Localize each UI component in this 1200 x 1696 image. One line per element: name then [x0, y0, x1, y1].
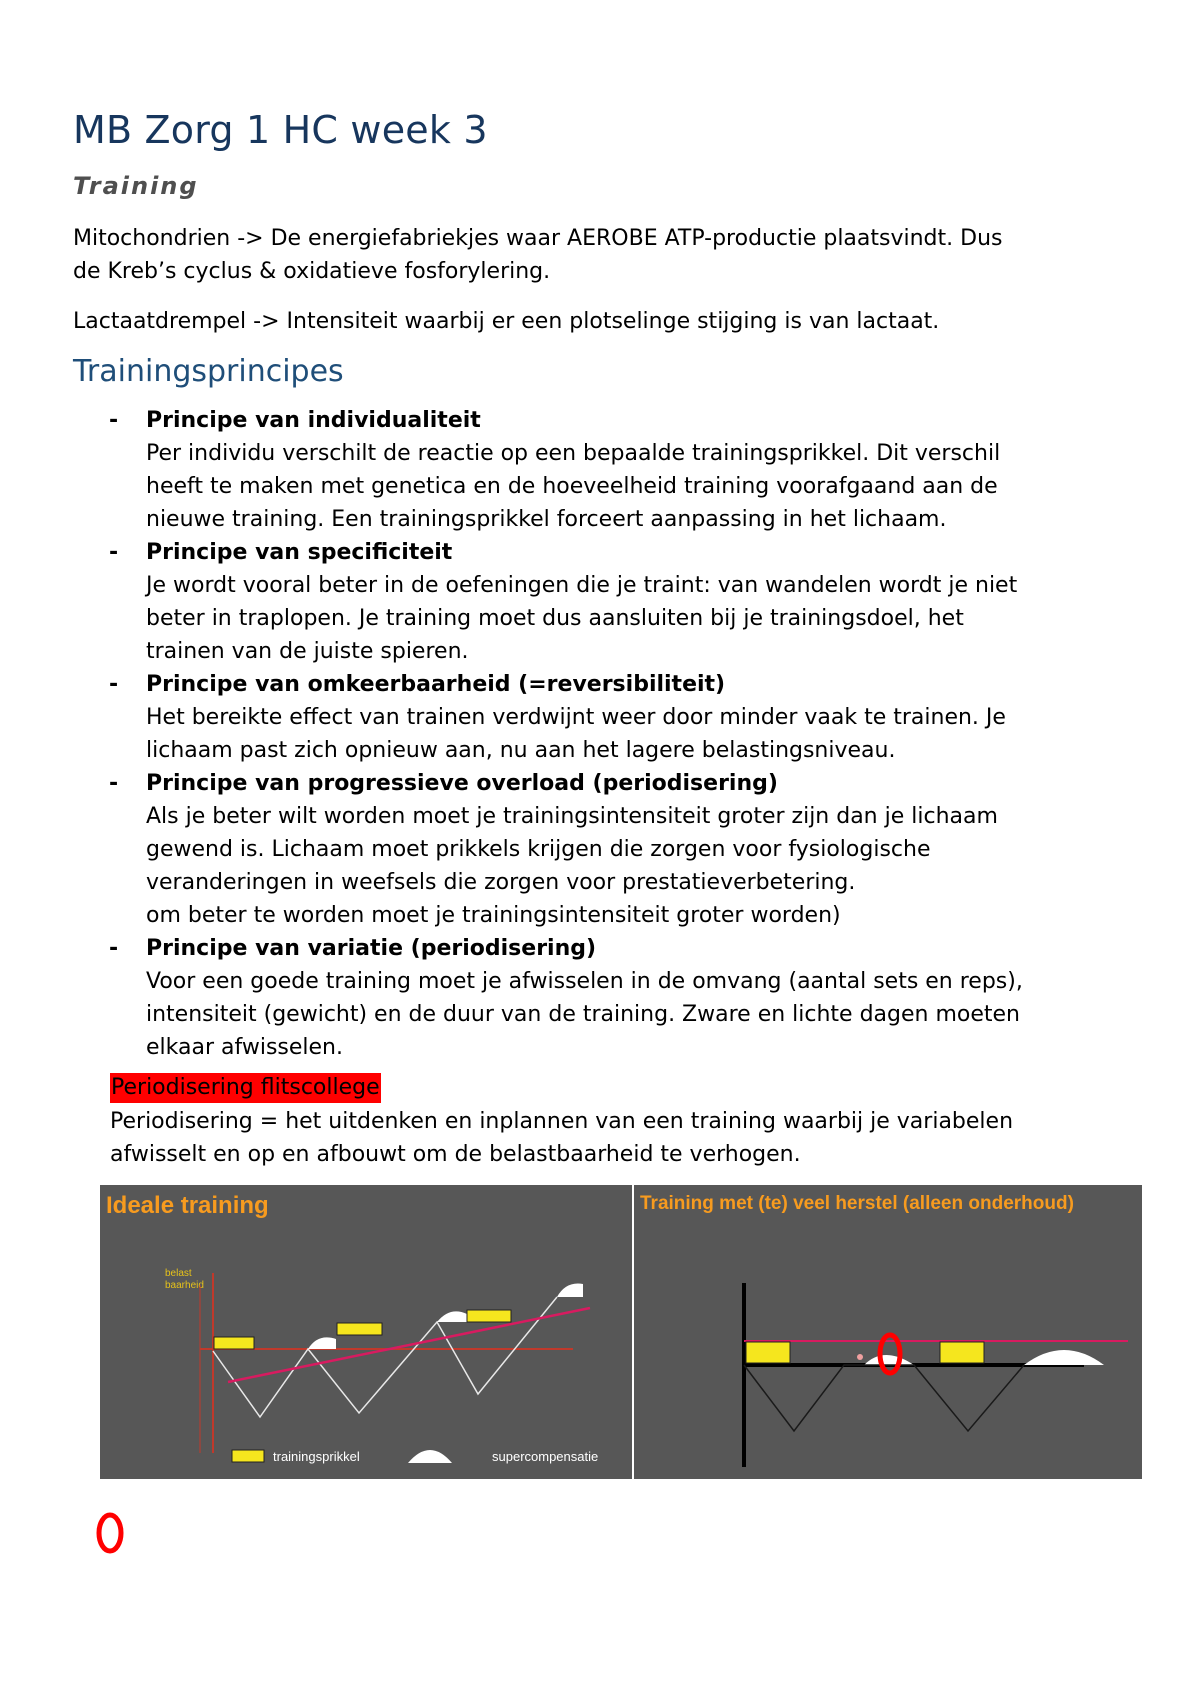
paragraph-line: Periodisering = het uitdenken en inplannen van een training waarbij je variabelen	[110, 1109, 1014, 1134]
page-subtitle: Training	[73, 172, 199, 200]
list-item	[73, 668, 1133, 767]
principle-line: heeft te maken met genetica en de hoeveelheid training voorafgaand aan de	[146, 474, 998, 499]
principle-line: om beter te worden moet je trainingsintensiteit groter worden)	[146, 903, 841, 928]
principle-line: Als je beter wilt worden moet je trainingsintensiteit groter zijn dan je lichaam	[146, 804, 998, 829]
principle-line: gewend is. Lichaam moet prikkels krijgen die zorgen voor fysiologische	[146, 837, 931, 862]
principle-line: lichaam past zich opnieuw aan, nu aan het lagere belastingsniveau.	[146, 738, 896, 763]
principle-title: Principe van individualiteit	[146, 408, 481, 433]
principle-line: beter in traplopen. Je training moet dus aansluiten bij je trainingsdoel, het	[146, 606, 964, 631]
principle-line: Per individu verschilt de reactie op een bepaalde trainingsprikkel. Dit verschil	[146, 441, 1001, 466]
figure-ideale-training-graphic	[100, 1185, 632, 1479]
legend-stimulus-swatch	[232, 1450, 264, 1462]
principle-line: Het bereikte effect van trainen verdwijnt weer door minder vaak te trainen. Je	[146, 705, 1006, 730]
figure-title: Ideale training	[106, 1192, 269, 1219]
principle-title: Principe van progressieve overload (periodisering)	[146, 771, 778, 796]
list-item	[73, 536, 1133, 668]
supercompensatie-hump	[864, 1355, 914, 1365]
axis-label-line2: baarheid	[165, 1280, 204, 1291]
principle-title: Principe van omkeerbaarheid (=reversibiliteit)	[146, 672, 726, 697]
bullet-dash: -	[109, 771, 119, 796]
figure-veel-herstel	[634, 1185, 1142, 1479]
paragraph-mitochondrien	[73, 222, 1133, 288]
list-item	[73, 404, 1133, 536]
list-item	[73, 932, 1133, 1064]
annotation-circle-bottom	[92, 1508, 132, 1558]
paragraph-line: Mitochondrien -> De energiefabriekjes waar AEROBE ATP-productie plaatsvindt. Dus	[73, 226, 1003, 251]
axis-label-line1: belast	[165, 1268, 192, 1279]
figure-veel-herstel-graphic	[634, 1185, 1142, 1479]
figure-ideale-training	[100, 1185, 632, 1479]
principles-list	[73, 404, 1133, 1064]
principle-line: intensiteit (gewicht) en de duur van de training. Zware en lichte dagen moeten	[146, 1002, 1020, 1027]
marker-dot	[857, 1354, 863, 1360]
list-item	[73, 767, 1133, 932]
legend-stimulus-label: trainingsprikkel	[273, 1449, 360, 1464]
bullet-dash: -	[109, 408, 119, 433]
trainingsprikkel-box	[337, 1323, 382, 1335]
trainingsprikkel-box	[746, 1342, 790, 1363]
training-curve	[744, 1365, 1024, 1431]
bullet-dash: -	[109, 540, 119, 565]
trainingsprikkel-box	[940, 1342, 984, 1363]
paragraph-line: afwisselt en op en afbouwt om de belastbaarheid te verhogen.	[110, 1142, 801, 1167]
principle-title: Principe van variatie (periodisering)	[146, 936, 597, 961]
paragraph-lactaatdrempel	[73, 305, 1133, 338]
supercompensatie-hump	[557, 1284, 583, 1297]
bullet-dash: -	[109, 672, 119, 697]
legend-super-label: supercompensatie	[492, 1449, 599, 1464]
supercompensatie-hump	[308, 1337, 336, 1349]
figure-title: Training met (te) veel herstel (alleen onderhoud)	[640, 1193, 1074, 1214]
trend-line	[228, 1308, 590, 1382]
principle-line: elkaar afwisselen.	[146, 1035, 343, 1060]
highlighted-heading: Periodisering flitscollege	[110, 1073, 381, 1103]
paragraph-line: de Kreb’s cyclus & oxidatieve fosforylering.	[73, 259, 551, 284]
principle-title: Principe van specificiteit	[146, 540, 453, 565]
page-title: MB Zorg 1 HC week 3	[73, 108, 488, 152]
trainingsprikkel-box	[467, 1310, 511, 1322]
section-heading: Trainingsprincipes	[73, 354, 344, 389]
principle-line: Voor een goede training moet je afwisselen in de omvang (aantal sets en reps),	[146, 969, 1023, 994]
principle-line: trainen van de juiste spieren.	[146, 639, 469, 664]
principle-line: Je wordt vooral beter in de oefeningen die je traint: van wandelen wordt je niet	[146, 573, 1018, 598]
supercompensatie-hump	[1024, 1350, 1104, 1365]
principle-line: veranderingen in weefsels die zorgen voor prestatieverbetering.	[146, 870, 856, 895]
paragraph-periodisering	[110, 1105, 1140, 1171]
legend-super-swatch	[408, 1450, 452, 1463]
annotation-circle	[99, 1515, 121, 1551]
paragraph-line: Lactaatdrempel -> Intensiteit waarbij er een plotselinge stijging is van lactaat.	[73, 309, 940, 334]
supercompensatie-hump	[437, 1311, 467, 1322]
trainingsprikkel-box	[214, 1337, 254, 1349]
bullet-dash: -	[109, 936, 119, 961]
principle-line: nieuwe training. Een trainingsprikkel forceert aanpassing in het lichaam.	[146, 507, 947, 532]
